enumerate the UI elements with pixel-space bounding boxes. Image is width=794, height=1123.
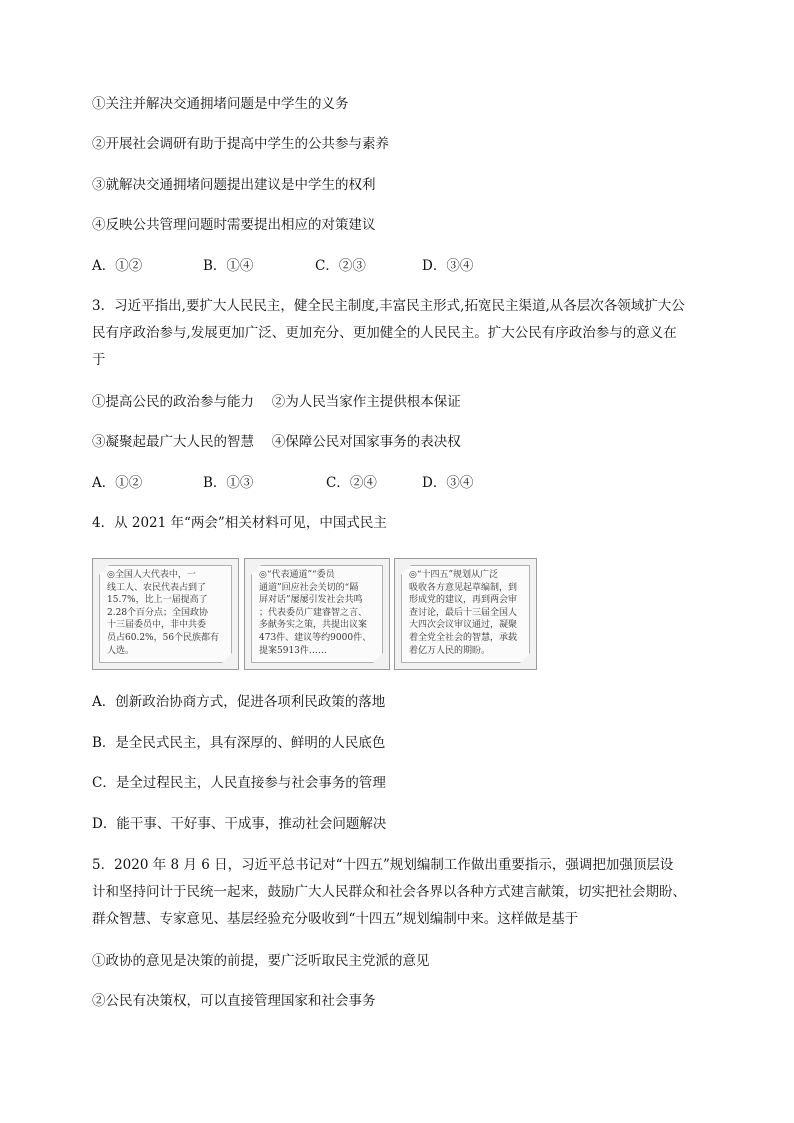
q3-option-b: B．①③	[203, 475, 254, 491]
material-card-1	[92, 558, 239, 670]
q2-option-c: C．②③	[315, 258, 366, 274]
material-card-3-text: ◎“十四五”规划从广泛 吸收各方意见起草编制，到 形成党的建议，再到两会审 查讨论，最后十三届全国人 大四次会议审议通过，凝聚 着全党全社会的智慧，承载 着亿万人民的期盼。	[409, 570, 518, 656]
q5-item-2: ②公民有决策权，可以直接管理国家和社会事务	[92, 993, 376, 1009]
q2-item-1: ①关注并解决交通拥堵问题是中学生的义务	[92, 96, 349, 112]
material-card-1-text: ◎全国人大代表中，一 线工人、农民代表占到了 15.7%，比上一届提高了 2.28个百分点；全国政协 十三届委员中，非中共委 员占60.2%，56个民族都有 人选。	[107, 570, 220, 656]
q3-stem-line-1: 3．习近平指出,要扩大人民民主，健全民主制度,丰富民主形式,拓宽民主渠道,从各层次各领域扩大公	[92, 298, 685, 314]
q3-stem-line-2: 民有序政治参与,发展更加广泛、更加充分、更加健全的人民民主。扩大公民有序政治参与的意义在	[92, 325, 677, 341]
q4-option-d: D．能干事、干好事、干成事，推动社会问题解决	[92, 816, 387, 832]
q2-item-2: ②开展社会调研有助于提高中学生的公共参与素养	[92, 136, 389, 152]
q3-option-c: C．②④	[326, 475, 377, 491]
q2-item-3: ③就解决交通拥堵问题提出建议是中学生的权利	[92, 177, 376, 193]
q5-stem-line-1: 5．2020 年 8 月 6 日，习近平总书记对“十四五”规划编制工作做出重要指示，强调把加强顶层设	[92, 857, 674, 873]
material-card-3	[394, 558, 537, 670]
q3-items-row-2: ③凝聚起最广大人民的智慧 ④保障公民对国家事务的表决权	[92, 434, 461, 450]
q4-option-c: C．是全过程民主，人民直接参与社会事务的管理	[92, 775, 386, 791]
q3-option-d: D．③④	[422, 475, 474, 491]
material-card-2-text: ◎“代表通道”“委员 通道”回应社会关切的“隔 屏对话”屡屡引发社会共鸣 ；代表委员广建睿智之言、 多献务实之策，共提出议案 473件、建议等约9000件、 提案5913件……	[259, 570, 372, 656]
q2-item-4: ④反映公共管理问题时需要提出相应的对策建议	[92, 217, 376, 233]
q4-option-a: A．创新政治协商方式，促进各项利民政策的落地	[92, 694, 386, 710]
q5-stem-line-2: 计和坚持问计于民统一起来，鼓励广大人民群众和社会各界以各种方式建言献策，切实把社会期盼、	[92, 884, 686, 900]
q3-option-a: A．①②	[92, 475, 143, 491]
q4-stem: 4．从 2021 年“两会”相关材料可见，中国式民主	[92, 515, 387, 531]
q5-item-1: ①政协的意见是决策的前提，要广泛听取民主党派的意见	[92, 953, 430, 969]
q2-option-d: D．③④	[422, 258, 474, 274]
q3-items-row-1: ①提高公民的政治参与能力 ②为人民当家作主提供根本保证	[92, 394, 461, 410]
q2-option-a: A．①②	[92, 258, 143, 274]
q2-option-b: B．①④	[203, 258, 254, 274]
q5-stem-line-3: 群众智慧、专家意见、基层经验充分吸收到“十四五”规划编制中来。这样做是基于	[92, 911, 579, 927]
material-card-2	[244, 558, 390, 670]
q3-stem-line-3: 于	[92, 352, 106, 368]
q4-option-b: B．是全民式民主，具有深厚的、鲜明的人民底色	[92, 735, 386, 751]
